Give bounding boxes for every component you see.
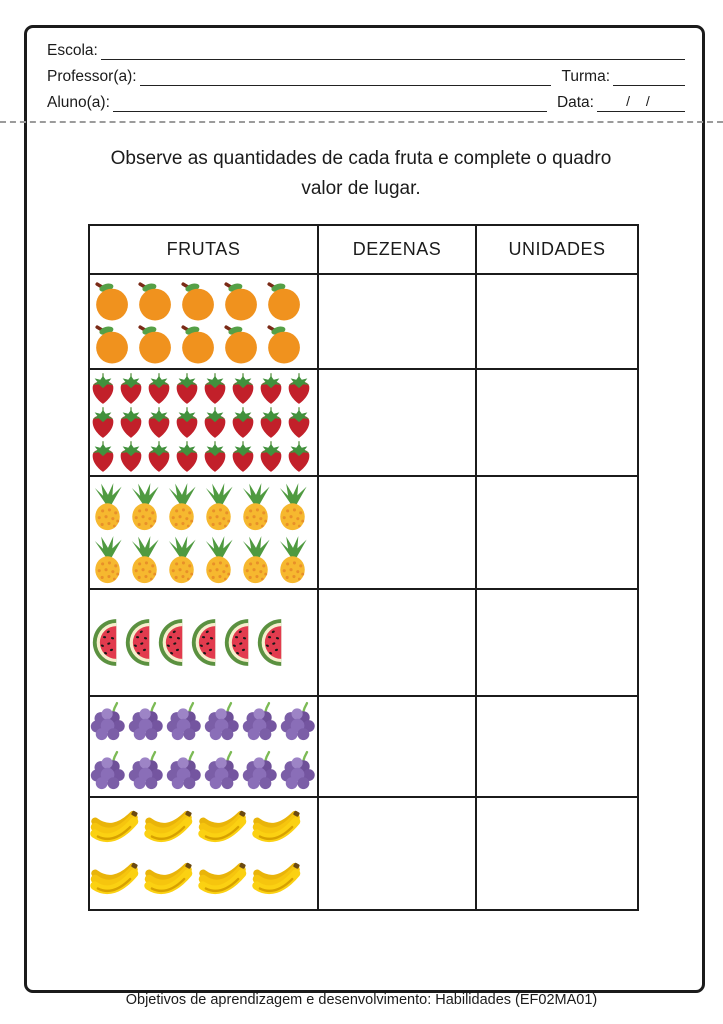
unidades-answer-cell[interactable] [476, 589, 638, 696]
pineapple-icon [201, 482, 236, 531]
strawberry-icon [174, 441, 200, 473]
grape-icon [128, 701, 164, 743]
strawberry-icon [146, 441, 172, 473]
pineapple-icon [201, 535, 236, 584]
watermelon-icon [156, 618, 184, 667]
instruction-line1: Observe as quantidades de cada fruta e complete o quadro [110, 148, 612, 169]
pineapple-icon [238, 535, 273, 584]
pineapple-icon [90, 482, 125, 531]
orange-icon [262, 280, 303, 321]
instruction-line2: valor de lugar. [301, 178, 421, 200]
frutas-column-header: FRUTAS [89, 225, 318, 274]
strawberry-icon [258, 373, 284, 405]
strawberry-icon [118, 441, 144, 473]
aluno-field-row [47, 86, 685, 112]
grape-icon [280, 701, 316, 743]
watermelon-icon [123, 618, 151, 667]
banana-icon [144, 861, 194, 899]
banana-icon [252, 861, 302, 899]
turma-write-line[interactable] [613, 67, 685, 86]
banana-icon [144, 809, 194, 847]
fruit-cell [89, 797, 318, 910]
banana-icon [198, 861, 248, 899]
data-write-line[interactable]: / / [597, 93, 685, 112]
pineapple-icon [275, 482, 310, 531]
watermelon-icon [90, 618, 118, 667]
strawberry-icon [230, 373, 256, 405]
professor-field-row [47, 60, 685, 86]
fruit-grid [90, 809, 317, 899]
fruit-row-pineapple [89, 476, 638, 589]
strawberry-icon [118, 407, 144, 439]
orange-icon [176, 323, 217, 364]
pineapple-icon [164, 482, 199, 531]
grape-icon [166, 750, 202, 792]
fruit-cell [89, 696, 318, 797]
banana-icon [252, 809, 302, 847]
strawberry-icon [146, 407, 172, 439]
grape-icon [128, 750, 164, 792]
watermelon-icon [255, 618, 283, 667]
pineapple-icon [238, 482, 273, 531]
grape-icon [204, 750, 240, 792]
grape-icon [242, 750, 278, 792]
fruit-row-grape [89, 696, 638, 797]
watermelon-icon [222, 618, 250, 667]
orange-icon [262, 323, 303, 364]
escola-write-line[interactable] [101, 41, 685, 60]
orange-icon [176, 280, 217, 321]
pineapple-icon [90, 535, 125, 584]
orange-icon [90, 280, 131, 321]
grape-icon [242, 701, 278, 743]
fruit-cell [89, 274, 318, 369]
strawberry-icon [202, 373, 228, 405]
strawberry-icon [118, 373, 144, 405]
pineapple-icon [275, 535, 310, 584]
strawberry-icon [286, 373, 312, 405]
unidades-answer-cell[interactable] [476, 797, 638, 910]
orange-icon [133, 280, 174, 321]
fruit-row-strawberry [89, 369, 638, 476]
watermelon-icon [189, 618, 217, 667]
orange-icon [219, 280, 260, 321]
fruit-cell [89, 589, 318, 696]
data-label: Data: [556, 94, 594, 111]
strawberry-icon [90, 407, 116, 439]
banana-icon [90, 861, 140, 899]
strawberry-icon [202, 407, 228, 439]
strawberry-icon [90, 373, 116, 405]
turma-label: Turma: [561, 68, 610, 85]
fruit-grid [90, 280, 317, 364]
orange-icon [133, 323, 174, 364]
strawberry-icon [174, 407, 200, 439]
dezenas-answer-cell[interactable] [318, 369, 476, 476]
instruction-text [61, 144, 661, 205]
footer-objectives-text: Objetivos de aprendizagem e desenvolvimento: Habilidades (EF02MA01) [125, 992, 598, 1008]
professor-label: Professor(a): [47, 68, 137, 85]
unidades-answer-cell[interactable] [476, 476, 638, 589]
pineapple-icon [127, 535, 162, 584]
fruit-row-orange [89, 274, 638, 369]
dezenas-answer-cell[interactable] [318, 476, 476, 589]
fruit-table-body [89, 274, 638, 910]
grape-icon [166, 701, 202, 743]
orange-icon [90, 323, 131, 364]
dezenas-answer-cell[interactable] [318, 696, 476, 797]
fruit-cell [89, 476, 318, 589]
dashed-separator [0, 121, 723, 123]
aluno-write-line[interactable] [113, 93, 547, 112]
strawberry-icon [286, 441, 312, 473]
aluno-label: Aluno(a): [47, 94, 110, 111]
unidades-answer-cell[interactable] [476, 696, 638, 797]
strawberry-icon [286, 407, 312, 439]
fruit-grid [90, 701, 317, 792]
grape-icon [90, 750, 126, 792]
unidades-answer-cell[interactable] [476, 369, 638, 476]
pineapple-icon [164, 535, 199, 584]
unidades-answer-cell[interactable] [476, 274, 638, 369]
dezenas-column-header: DEZENAS [318, 225, 476, 274]
fruit-row-banana [89, 797, 638, 910]
orange-icon [219, 323, 260, 364]
grape-icon [90, 701, 126, 743]
fruit-cell [89, 369, 318, 476]
escola-field-row [47, 34, 685, 60]
place-value-table [88, 224, 639, 911]
banana-icon [198, 809, 248, 847]
fruit-grid [90, 482, 317, 584]
strawberry-icon [202, 441, 228, 473]
dezenas-answer-cell[interactable] [318, 274, 476, 369]
professor-write-line[interactable] [140, 67, 552, 86]
grape-icon [280, 750, 316, 792]
table-header-row [89, 225, 638, 274]
escola-label: Escola: [47, 42, 98, 59]
fruit-grid [90, 618, 317, 667]
pineapple-icon [127, 482, 162, 531]
strawberry-icon [174, 373, 200, 405]
dezenas-answer-cell[interactable] [318, 797, 476, 910]
strawberry-icon [146, 373, 172, 405]
banana-icon [90, 809, 140, 847]
strawberry-icon [230, 407, 256, 439]
unidades-column-header: UNIDADES [476, 225, 638, 274]
strawberry-icon [90, 441, 116, 473]
header-block [47, 34, 685, 112]
dezenas-answer-cell[interactable] [318, 589, 476, 696]
strawberry-icon [258, 441, 284, 473]
grape-icon [204, 701, 240, 743]
strawberry-icon [230, 441, 256, 473]
fruit-row-watermelon [89, 589, 638, 696]
fruit-grid [90, 373, 317, 473]
strawberry-icon [258, 407, 284, 439]
